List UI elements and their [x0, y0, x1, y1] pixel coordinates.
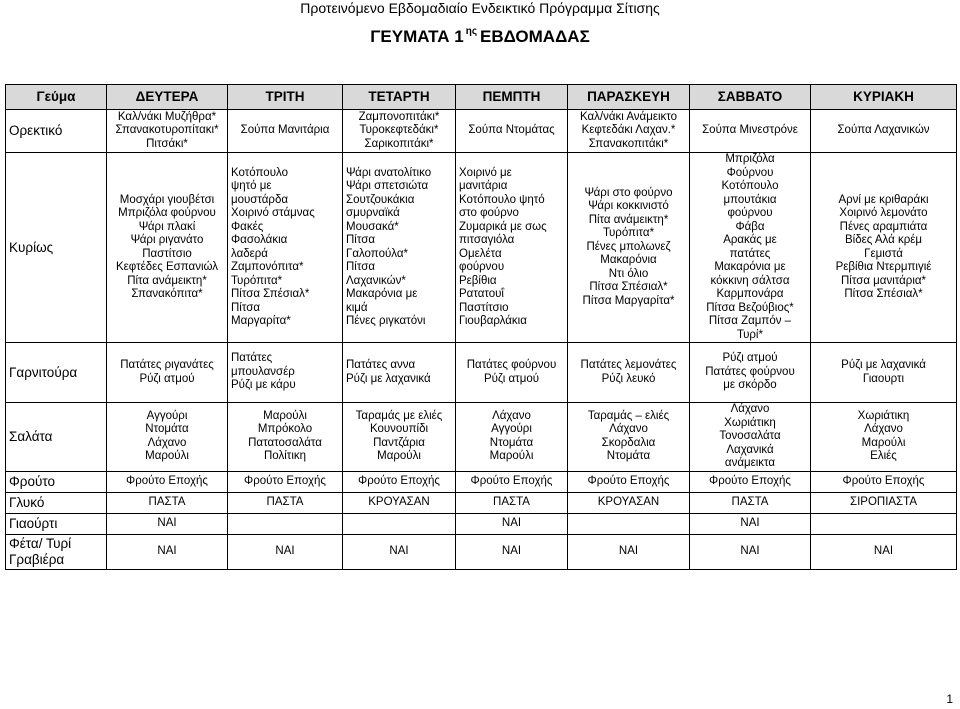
menu-item: Ρύζι με λαχανικά [841, 359, 926, 371]
menu-cell [228, 534, 343, 569]
menu-item: Γιαουρτι [862, 372, 905, 385]
menu-cell [456, 471, 568, 492]
menu-item: Πατάτες αννα [346, 359, 416, 371]
menu-item: Ψάρι κοκκινιστό [588, 200, 669, 213]
menu-item: Πένες μπολωνεζ [586, 240, 671, 253]
menu-item: Λάχανο [147, 436, 187, 449]
menu-item: Κοτόπουλο [721, 180, 779, 192]
menu-item: φούρνου [727, 207, 773, 219]
menu-cell [228, 343, 343, 403]
menu-row [6, 492, 957, 513]
menu-item: ΠΑΣΤΑ [266, 495, 304, 508]
menu-cell [690, 343, 811, 403]
menu-cell [690, 492, 811, 513]
menu-cell [811, 534, 957, 569]
menu-item: Μακαρόνια [600, 254, 657, 267]
menu-item: ΠΑΣΤΑ [148, 495, 186, 508]
menu-item: μανιτάρια [459, 180, 508, 192]
menu-cell [343, 513, 456, 534]
menu-item: Καλ/νάκι Μυζήθρα* [117, 110, 217, 123]
menu-item: με σκόρδο [723, 379, 777, 392]
menu-item: Σπανακοτυροπίτακι* [115, 124, 219, 137]
menu-item: Φρούτο Εποχής [587, 474, 670, 487]
menu-item: φούρνου [459, 261, 505, 273]
menu-item: Πολίτικη [263, 450, 307, 463]
menu-cell [107, 492, 228, 513]
header-meal: Γεύμα [6, 85, 107, 110]
menu-item: Μακαρόνια με [346, 288, 418, 300]
menu-item: Κοτόπουλο ψητό [459, 193, 545, 206]
menu-item: Ζαμπονοπιτάκι* [358, 110, 440, 123]
menu-item: ΝΑΙ [157, 516, 177, 529]
title-superscript: ης [465, 26, 478, 37]
menu-item: Τυρόπιτα* [602, 227, 655, 240]
menu-row [6, 513, 957, 534]
menu-item: Γιουβαρλάκια [459, 315, 527, 327]
menu-item: Λάχανο [864, 423, 903, 436]
menu-item: Μπριζόλα [725, 153, 775, 165]
menu-item: Κεφτέδες Εσπανιώλ [115, 261, 219, 273]
menu-item: μπουτάκια [723, 193, 777, 206]
menu-cell [228, 471, 343, 492]
menu-item: Γεμιστά [864, 247, 903, 260]
menu-cell [343, 471, 456, 492]
menu-item: Ντι όλιο [608, 267, 649, 280]
menu-item: Πίτσα μανιτάρια* [840, 274, 926, 287]
menu-cell [568, 110, 690, 153]
menu-item: κόκκινη σάλτσα [710, 274, 790, 287]
menu-cell [456, 534, 568, 569]
menu-item: Πατάτες ριγανάτες [120, 359, 214, 371]
menu-item: Φρούτο Εποχής [244, 474, 326, 487]
menu-item: Μοσχάρι γιουβέτσι [119, 193, 215, 206]
menu-item: Ρύζι με κάρυ [231, 379, 296, 392]
menu-cell [690, 471, 811, 492]
menu-cell [568, 471, 690, 492]
menu-item: ΝΑΙ [873, 544, 894, 557]
menu-item: Παστίτσιο [459, 301, 509, 314]
menu-item: Σπανακοπιτάκι* [588, 137, 669, 150]
menu-item: Μουσακά* [346, 220, 399, 233]
menu-item: Ομελέτα [459, 247, 502, 260]
menu-item: Πίτσα Σπέσιαλ* [231, 288, 310, 300]
menu-item: Ρεβίθια [459, 274, 497, 287]
menu-item: Χοιρινό με [459, 166, 512, 179]
menu-item: Φούρνου [726, 166, 774, 179]
menu-cell [690, 513, 811, 534]
menu-item: Μαρούλι [377, 450, 421, 463]
menu-item: ΝΑΙ [389, 544, 409, 557]
menu-item: Χωριάτικη [724, 416, 776, 429]
title-prefix: ΓΕΥΜΑΤΑ 1 [370, 27, 464, 46]
menu-cell [107, 343, 228, 403]
header-day: ΔΕΥΤΕΡΑ [107, 85, 228, 110]
menu-item: Ντομάτα [606, 450, 651, 463]
menu-item: Κοτόπουλο [231, 166, 288, 179]
menu-cell [107, 513, 228, 534]
menu-cell [568, 343, 690, 403]
menu-item: Πίτα ανάμεικτη* [127, 274, 207, 287]
menu-item: Μαρούλι [861, 436, 906, 449]
menu-cell [811, 343, 957, 403]
menu-row [6, 153, 957, 343]
header-day: ΤΡΙΤΗ [228, 85, 343, 110]
menu-cell [228, 403, 343, 472]
menu-item: Ψάρι σπετσιώτα [346, 180, 429, 192]
row-label: Γλυκό [6, 492, 107, 513]
menu-item: Φρούτο Εποχής [842, 474, 925, 487]
menu-item: Ρύζι ατμού [483, 372, 540, 385]
menu-item: Ψάρι ριγανάτο [130, 234, 204, 246]
menu-item: Μπριζόλα φούρνου [118, 207, 216, 219]
menu-item: Πίτσα [231, 301, 260, 314]
menu-item: Πένες ριγκατόνι [346, 315, 426, 327]
menu-item: Πίτσα Ζαμπόν – [708, 315, 792, 327]
menu-cell [811, 492, 957, 513]
menu-cell [343, 110, 456, 153]
menu-item: στο φούρνο [459, 207, 519, 219]
menu-item: Πατάτες [231, 352, 273, 365]
header-row [6, 85, 957, 110]
menu-item: Λάχανο [492, 409, 531, 422]
weekly-menu-table [5, 84, 957, 570]
menu-row [6, 343, 957, 403]
menu-cell [568, 153, 690, 343]
menu-item: Πιτσάκι* [146, 137, 188, 150]
menu-item: Αρνί με κριθαράκι [838, 193, 929, 206]
menu-item: ΝΑΙ [501, 544, 522, 557]
header-day: ΤΕΤΑΡΤΗ [343, 85, 456, 110]
menu-cell [456, 153, 568, 343]
menu-item: Τυροκεφτεδάκι* [359, 124, 439, 137]
menu-item: Λάχανο [730, 403, 770, 415]
menu-item: Πατατοσαλάτα [248, 436, 322, 449]
menu-body [6, 110, 957, 570]
menu-cell [228, 153, 343, 343]
row-label: Φρούτο [6, 471, 107, 492]
menu-item: Φρούτο Εποχής [358, 474, 440, 487]
menu-item: ΝΑΙ [275, 544, 295, 557]
menu-item: Αρακάς με [723, 234, 777, 246]
menu-cell [456, 110, 568, 153]
menu-cell [343, 492, 456, 513]
row-label: Φέτα/ Τυρί Γραβιέρα [6, 534, 107, 569]
document-subtitle: Προτεινόμενο Εβδομαδιαίο Ενδεικτικό Πρόγραμμα Σίτισης [300, 0, 660, 16]
menu-item: Σούπα Ντομάτας [468, 124, 555, 137]
menu-item: ΝΑΙ [157, 544, 177, 557]
menu-item: Πένες αραμπιάτα [839, 220, 928, 233]
menu-cell [343, 153, 456, 343]
menu-item: Παντζάρια [373, 436, 425, 449]
menu-row [6, 471, 957, 492]
menu-item: Λαχανικά [726, 443, 774, 456]
menu-item: Μπρόκολο [257, 423, 313, 436]
menu-cell [456, 513, 568, 534]
menu-item: κιμά [346, 301, 368, 314]
menu-cell [107, 110, 228, 153]
menu-cell [456, 492, 568, 513]
menu-item: Μαρούλι [145, 450, 189, 463]
menu-item: Ζυμαρικά με σως [459, 220, 547, 233]
menu-item: Φακές [231, 220, 264, 233]
menu-item: Ψάρι πλακί [138, 220, 196, 233]
menu-item: Ταραμάς – ελιές [587, 409, 670, 422]
menu-item: Χοιρινό στάμνας [231, 207, 315, 219]
menu-item: Τυρί* [737, 328, 763, 341]
menu-item: Φασολάκια [231, 234, 288, 246]
menu-cell [228, 513, 343, 534]
menu-item: ΝΑΙ [618, 544, 639, 557]
menu-item: Φρούτο Εποχής [126, 474, 208, 487]
menu-item: Σπανακόπιτα* [131, 288, 203, 300]
header-day: ΚΥΡΙΑΚΗ [811, 85, 957, 110]
menu-item: ΚΡΟΥΑΣΑΝ [368, 495, 430, 508]
menu-item: Πατάτες λεμονάτες [580, 359, 677, 371]
menu-item: Γαλοπούλα* [346, 247, 408, 260]
menu-item: Λάχανο [609, 423, 648, 436]
menu-item: ΣΙΡΟΠΙΑΣΤΑ [849, 495, 918, 508]
menu-item: Ρύζι ατμού [139, 372, 195, 385]
menu-item: Ρατατουΐ [459, 288, 504, 300]
menu-cell [690, 110, 811, 153]
menu-item: Πίτσα [346, 261, 375, 273]
menu-item: Πίτσα Σπέσιαλ* [844, 288, 923, 300]
document-title [0, 21, 960, 48]
menu-row [6, 110, 957, 153]
menu-row [6, 403, 957, 472]
menu-item: Τυρόπιτα* [231, 274, 283, 287]
menu-item: ΝΑΙ [740, 516, 760, 529]
menu-item: Ζαμπονόπιτα* [231, 261, 304, 273]
menu-item: Σούπα Λαχανικών [837, 124, 930, 137]
menu-cell [228, 110, 343, 153]
menu-item: Φρούτο Εποχής [470, 474, 553, 487]
menu-item: Καλ/νάκι Ανάμεικτο [579, 110, 678, 123]
row-label: Σαλάτα [6, 403, 107, 472]
menu-cell [568, 492, 690, 513]
menu-item: σμυρναϊκά [346, 207, 400, 219]
menu-item: Παστίτσιο [142, 247, 192, 260]
menu-item: Ρεβίθια Ντερμπιγιέ [835, 261, 932, 273]
menu-cell [811, 110, 957, 153]
row-label: Κυρίως [6, 153, 107, 343]
menu-cell [568, 534, 690, 569]
menu-cell [107, 403, 228, 472]
menu-item: Ταραμάς με ελιές [355, 409, 443, 422]
menu-cell [811, 153, 957, 343]
menu-item: ανάμεικτα [724, 457, 776, 469]
menu-cell [228, 492, 343, 513]
menu-item: Χωριάτικη [857, 409, 910, 422]
menu-item: Χοιρινό λεμονάτο [839, 207, 928, 219]
menu-item: Ρύζι με λαχανικά [346, 372, 431, 385]
header-day: ΠΑΡΑΣΚΕΥΗ [568, 85, 690, 110]
menu-cell [568, 513, 690, 534]
menu-item: Σουτζουκάκια [346, 193, 415, 206]
menu-item: Μακαρόνια με [714, 261, 786, 273]
menu-cell [343, 343, 456, 403]
menu-item: Ρύζι ατμού [722, 352, 778, 365]
menu-row [6, 534, 957, 569]
menu-item: Πίτσα [346, 234, 375, 246]
menu-cell [690, 534, 811, 569]
menu-cell [690, 403, 811, 472]
menu-cell [107, 153, 228, 343]
menu-item: ΠΑΣΤΑ [731, 495, 769, 508]
menu-cell [107, 534, 228, 569]
title-suffix: ΕΒΔΟΜΑΔΑΣ [480, 27, 590, 46]
menu-item: Αγγούρι [491, 423, 532, 436]
menu-cell [456, 403, 568, 472]
menu-item: πιτσαγιόλα [459, 234, 515, 246]
menu-item: Σούπα Μανιτάρια [240, 124, 330, 137]
menu-item: Πίτσα Βεζούβιος* [706, 301, 794, 314]
menu-cell [456, 343, 568, 403]
row-label: Γιαούρτι [6, 513, 107, 534]
menu-cell [343, 534, 456, 569]
menu-item: πατάτες [729, 247, 771, 260]
menu-item: Ψάρι στο φούρνο [584, 186, 673, 199]
menu-item: Φάβα [735, 220, 765, 233]
menu-item: μουστάρδα [231, 193, 289, 206]
menu-cell [811, 471, 957, 492]
row-label: Ορεκτικό [6, 110, 107, 153]
menu-item: Πατάτες φούρνου [705, 365, 795, 378]
menu-item: ΝΑΙ [740, 544, 760, 557]
menu-item: Ελιές [870, 450, 897, 463]
menu-item: Βίδες Αλά κρέμ [845, 234, 922, 246]
page-number: 1 [946, 692, 953, 706]
menu-item: ΝΑΙ [501, 516, 522, 529]
row-label: Γαρνιτούρα [6, 343, 107, 403]
menu-item: Μαρούλι [489, 450, 534, 463]
menu-item: Πατάτες φούρνου [466, 359, 557, 371]
menu-cell [343, 403, 456, 472]
menu-item: Κεφτεδάκι Λαχαν.* [581, 124, 676, 137]
menu-item: ΠΑΣΤΑ [493, 495, 530, 508]
menu-cell [568, 403, 690, 472]
menu-cell [107, 471, 228, 492]
menu-item: Λαχανικών* [346, 274, 406, 287]
header-day: ΣΑΒΒΑΤΟ [690, 85, 811, 110]
menu-item: Σαρικοπιτάκι* [364, 137, 434, 150]
menu-item: Σούπα Μινεστρόνε [702, 124, 798, 137]
menu-item: Μαργαρίτα* [231, 315, 291, 327]
menu-item: ψητό με [231, 180, 272, 192]
menu-item: Κουνουπίδι [369, 423, 429, 436]
menu-item: Ρύζι λευκό [601, 372, 656, 385]
menu-cell [811, 513, 957, 534]
menu-item: Ντομάτα [145, 423, 189, 436]
menu-item: Σκορδαλια [601, 436, 656, 449]
menu-cell [690, 153, 811, 343]
header-day: ΠΕΜΠΤΗ [456, 85, 568, 110]
menu-item: Ψάρι ανατολίτικο [346, 166, 432, 179]
menu-item: Φρούτο Εποχής [709, 474, 791, 487]
menu-item: Πίτσα Σπέσιαλ* [589, 281, 668, 294]
menu-item: λαδερά [231, 247, 268, 260]
menu-item: Μαρούλι [263, 409, 307, 422]
menu-item: Πίτσα Μαργαρίτα* [582, 294, 675, 307]
menu-item: ΚΡΟΥΑΣΑΝ [597, 495, 660, 508]
menu-item: Καρμπονάρα [716, 288, 784, 300]
menu-item: μπουλανσέρ [231, 365, 295, 378]
menu-item: Τονοσαλάτα [719, 430, 781, 442]
menu-cell [811, 403, 957, 472]
menu-item: Πίτα ανάμεικτη* [588, 213, 669, 226]
menu-item: Ντομάτα [489, 436, 534, 449]
menu-item: Αγγούρι [146, 409, 188, 422]
